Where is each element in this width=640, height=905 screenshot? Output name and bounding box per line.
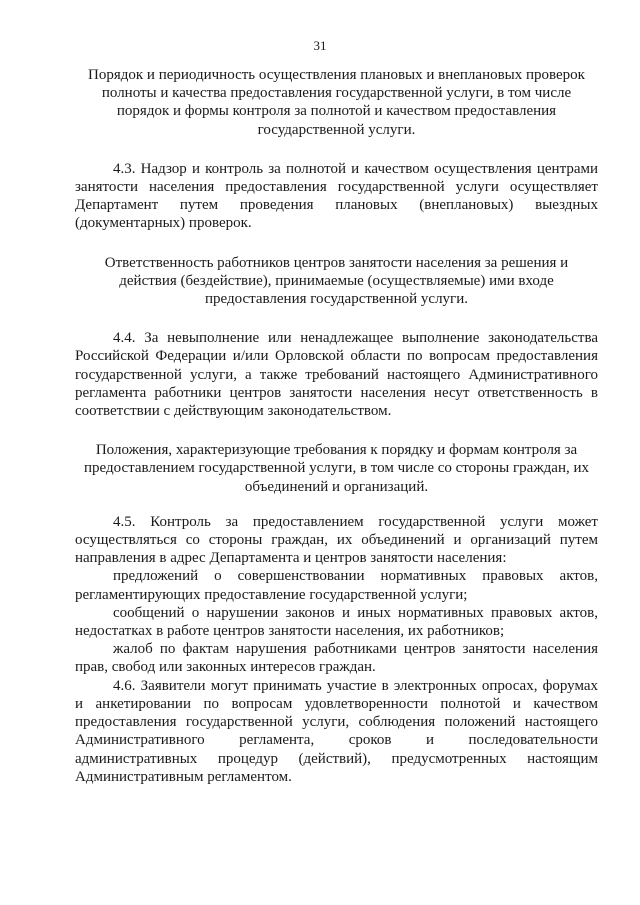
section-heading-responsibility: Ответственность работников центров занятости населения за решения и действия (бездействие), принимаемые (осуществляемые) ими входе предоставления государственной услуги. bbox=[104, 254, 569, 308]
page-number: 31 bbox=[313, 38, 327, 53]
list-item-proposals: предложений о совершенствовании нормативных правовых актов, регламентирующих предоставление государственной услуги; bbox=[75, 568, 598, 603]
paragraph-4-4: 4.4. За невыполнение или ненадлежащее выполнение законодательства Российской Федерации и/или Орловской области по вопросам предоставления государственной услуги, а также требований настоящего Административного регламента работники центров занятости населения несут ответственность в соответствии с действующим законодательством. bbox=[75, 330, 598, 420]
section-heading-control-requirements: Положения, характеризующие требования к порядку и формам контроля за предоставлением государственной услуги, в том числе со стороны граждан, их объединений и организаций. bbox=[83, 442, 590, 495]
paragraph-4-3: 4.3. Надзор и контроль за полнотой и качеством осуществления центрами занятости населения предоставления государственной услуги осуществляет Департамент путем проведения плановых (внеплановых) выездных (документарных) проверок. bbox=[75, 160, 598, 232]
paragraph-4-5: 4.5. Контроль за предоставлением государственной услуги может осуществляться со стороны граждан, их объединений и организаций путем направления в адрес Департамента и центров занятости населения: bbox=[75, 513, 598, 567]
section-heading-inspections: Порядок и периодичность осуществления плановых и внеплановых проверок полноты и качества предоставления государственной услуги, в том числе порядок и формы контроля за полнотой и качеством предоставления государственной услуги. bbox=[88, 67, 585, 138]
list-item-complaints: жалоб по фактам нарушения работниками центров занятости населения прав, свобод или законных интересов граждан. bbox=[75, 641, 598, 676]
document-body bbox=[75, 66, 598, 786]
list-item-violations: сообщений о нарушении законов и иных нормативных правовых актов, недостатках в работе центров занятости населения, их работников; bbox=[75, 604, 598, 640]
paragraph-4-6: 4.6. Заявители могут принимать участие в электронных опросах, форумах и анкетировании по вопросам удовлетворенности полнотой и качеством предоставления государственной услуги, соблюдения положений настоящего Административного регламента, сроков и последовательности административных процедур (действий), предусмотренных настоящим Административным регламентом. bbox=[75, 677, 598, 785]
